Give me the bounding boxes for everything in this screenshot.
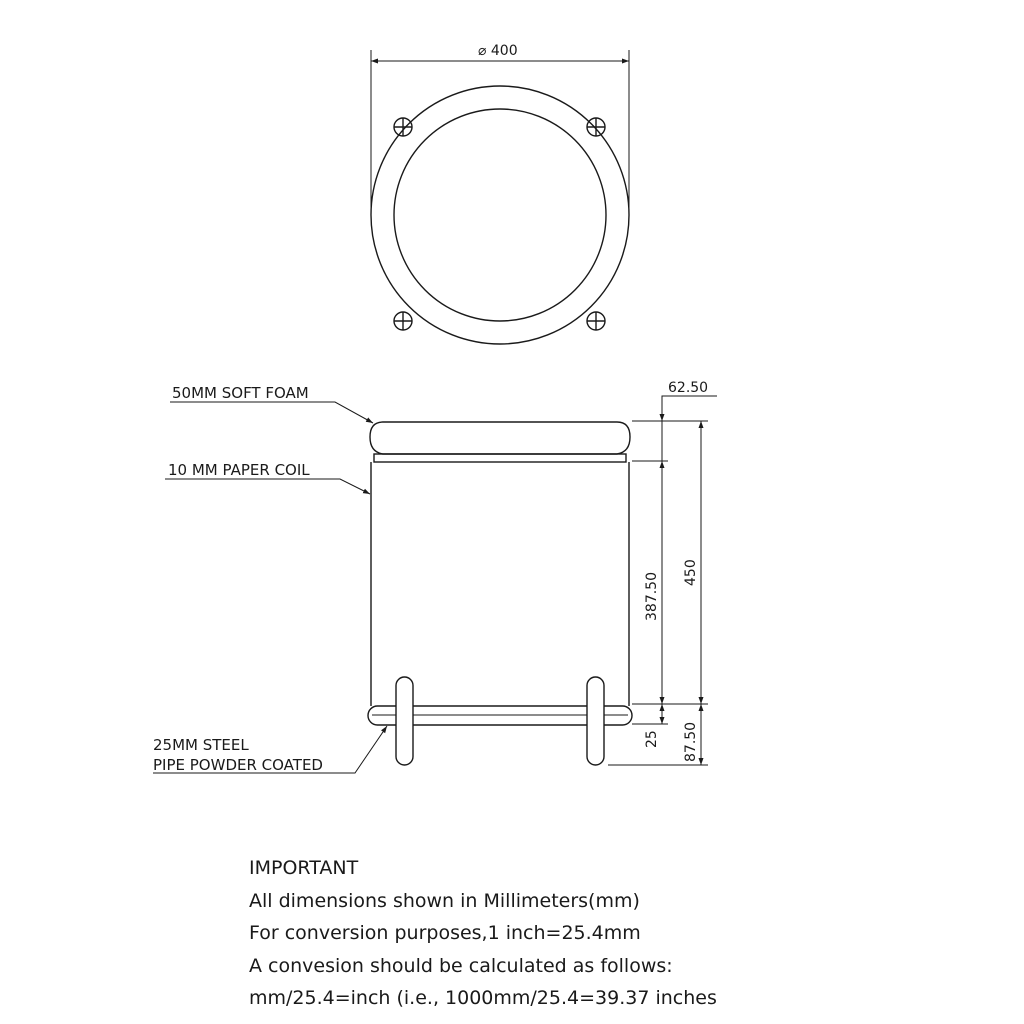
diameter-label: ⌀ 400: [478, 43, 518, 59]
dim-total-height: 450: [683, 559, 699, 586]
diameter-dimension: [371, 50, 629, 213]
foam-callout: 50MM SOFT FOAM: [172, 384, 309, 402]
dim-base-height: 87.50: [683, 721, 699, 762]
leg-left: [396, 677, 413, 765]
coil-callout: 10 MM PAPER COIL: [168, 461, 310, 479]
dim-top-offset: 62.50: [668, 380, 709, 396]
dim-ring-height: 25: [644, 730, 660, 748]
side-view: [368, 422, 632, 765]
notes-line-1: All dimensions shown in Millimeters(mm): [249, 889, 640, 912]
notes-title: IMPORTANT: [249, 857, 359, 879]
top-foot-sw: [394, 312, 412, 330]
coil-leader: [165, 479, 370, 494]
top-foot-ne: [587, 118, 605, 136]
leg-right: [587, 677, 604, 765]
paper-coil-ring: [374, 454, 626, 462]
notes-line-3: A convesion should be calculated as follows:: [249, 954, 673, 977]
notes-line-2: For conversion purposes,1 inch=25.4mm: [249, 922, 641, 944]
pipe-callout-line1: 25MM STEEL: [153, 736, 249, 754]
notes-block: [249, 852, 949, 1015]
foam-cushion: [370, 422, 630, 454]
callout-leaders: [153, 402, 387, 773]
seat-outer-circle: [371, 86, 629, 344]
foam-leader: [170, 402, 373, 423]
top-view: [371, 50, 629, 344]
pipe-callout-line2: PIPE POWDER COATED: [153, 756, 323, 774]
dim-body-height: 387.50: [644, 572, 660, 621]
stool-body: [371, 462, 629, 706]
notes-line-4: mm/25.4=inch (i.e., 1000mm/25.4=39.37 inches: [249, 987, 717, 1009]
top-foot-se: [587, 312, 605, 330]
top-foot-nw: [394, 118, 412, 136]
seat-inner-circle: [394, 109, 606, 321]
